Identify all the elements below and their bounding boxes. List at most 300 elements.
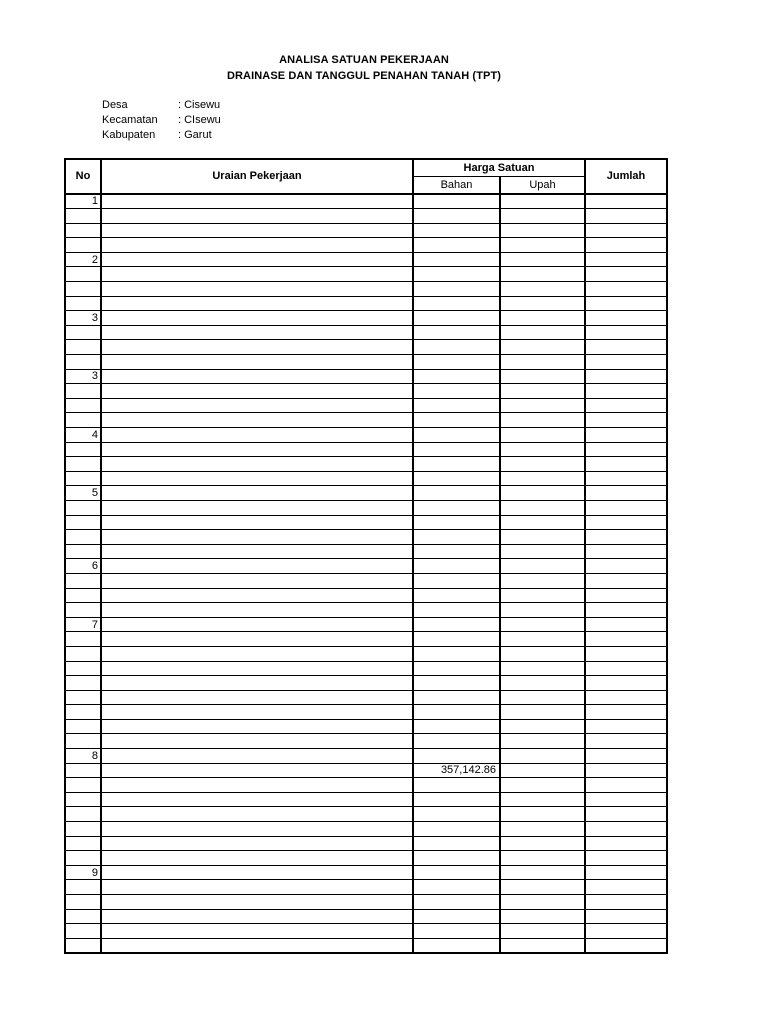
cell-bahan — [413, 355, 500, 370]
cell-bahan — [413, 209, 500, 224]
cell-jumlah — [585, 588, 667, 603]
cell-jumlah — [585, 457, 667, 472]
cell-no — [65, 778, 101, 793]
cell-jumlah — [585, 719, 667, 734]
cell-jumlah — [585, 325, 667, 340]
cell-bahan — [413, 749, 500, 764]
cell-upah — [500, 311, 585, 326]
cell-uraian — [101, 398, 413, 413]
cell-no — [65, 807, 101, 822]
cell-jumlah — [585, 442, 667, 457]
cell-bahan — [413, 880, 500, 895]
cell-no — [65, 603, 101, 618]
cell-no — [65, 851, 101, 866]
cell-no — [65, 938, 101, 953]
cell-uraian — [101, 355, 413, 370]
cell-jumlah — [585, 238, 667, 253]
cell-bahan — [413, 252, 500, 267]
cell-uraian — [101, 646, 413, 661]
table-row — [65, 851, 667, 866]
table-row — [65, 895, 667, 910]
cell-upah — [500, 194, 585, 209]
cell-jumlah — [585, 749, 667, 764]
table-row — [65, 822, 667, 837]
cell-no: 3 — [65, 369, 101, 384]
cell-bahan — [413, 646, 500, 661]
table-row — [65, 705, 667, 720]
cell-uraian — [101, 705, 413, 720]
table-row — [65, 530, 667, 545]
analysis-table — [64, 158, 668, 954]
cell-bahan — [413, 194, 500, 209]
cell-uraian — [101, 325, 413, 340]
cell-jumlah — [585, 632, 667, 647]
cell-jumlah — [585, 676, 667, 691]
cell-upah — [500, 442, 585, 457]
cell-upah — [500, 413, 585, 428]
cell-jumlah — [585, 734, 667, 749]
cell-uraian — [101, 442, 413, 457]
cell-uraian — [101, 486, 413, 501]
cell-no — [65, 880, 101, 895]
cell-bahan — [413, 807, 500, 822]
table-row — [65, 588, 667, 603]
cell-jumlah — [585, 851, 667, 866]
cell-bahan — [413, 398, 500, 413]
cell-jumlah — [585, 661, 667, 676]
cell-no: 1 — [65, 194, 101, 209]
cell-bahan — [413, 384, 500, 399]
cell-upah — [500, 719, 585, 734]
cell-upah — [500, 355, 585, 370]
cell-bahan — [413, 223, 500, 238]
cell-bahan — [413, 282, 500, 297]
cell-jumlah — [585, 194, 667, 209]
cell-uraian — [101, 836, 413, 851]
cell-no: 3 — [65, 311, 101, 326]
cell-jumlah — [585, 515, 667, 530]
cell-bahan — [413, 267, 500, 282]
cell-jumlah — [585, 763, 667, 778]
cell-jumlah — [585, 705, 667, 720]
cell-upah — [500, 676, 585, 691]
info-desa — [102, 99, 220, 111]
cell-upah — [500, 734, 585, 749]
cell-no: 5 — [65, 486, 101, 501]
cell-bahan — [413, 617, 500, 632]
cell-uraian — [101, 457, 413, 472]
cell-upah — [500, 938, 585, 953]
cell-uraian — [101, 515, 413, 530]
cell-jumlah — [585, 413, 667, 428]
cell-jumlah — [585, 880, 667, 895]
table-row — [65, 340, 667, 355]
cell-no — [65, 822, 101, 837]
cell-bahan — [413, 792, 500, 807]
table-row — [65, 749, 667, 764]
cell-no: 6 — [65, 559, 101, 574]
cell-bahan — [413, 573, 500, 588]
cell-no — [65, 500, 101, 515]
cell-jumlah — [585, 471, 667, 486]
table-row — [65, 632, 667, 647]
cell-bahan — [413, 428, 500, 443]
cell-no — [65, 340, 101, 355]
table-row — [65, 617, 667, 632]
cell-uraian — [101, 384, 413, 399]
cell-jumlah — [585, 836, 667, 851]
cell-bahan — [413, 603, 500, 618]
cell-upah — [500, 924, 585, 939]
table-row — [65, 807, 667, 822]
table-row — [65, 938, 667, 953]
cell-uraian — [101, 413, 413, 428]
cell-jumlah — [585, 296, 667, 311]
cell-upah — [500, 252, 585, 267]
kabupaten-value: : Garut — [178, 129, 212, 141]
cell-bahan — [413, 296, 500, 311]
cell-bahan — [413, 486, 500, 501]
cell-bahan — [413, 311, 500, 326]
cell-uraian — [101, 311, 413, 326]
document-subtitle: DRAINASE DAN TANGGUL PENAHAN TANAH (TPT) — [226, 70, 502, 82]
cell-uraian — [101, 209, 413, 224]
cell-uraian — [101, 530, 413, 545]
cell-upah — [500, 822, 585, 837]
cell-jumlah — [585, 486, 667, 501]
table-row — [65, 909, 667, 924]
cell-no — [65, 544, 101, 559]
cell-jumlah — [585, 223, 667, 238]
cell-upah — [500, 369, 585, 384]
cell-upah — [500, 515, 585, 530]
table-row — [65, 763, 667, 778]
cell-jumlah — [585, 895, 667, 910]
cell-uraian — [101, 617, 413, 632]
cell-bahan — [413, 705, 500, 720]
cell-no — [65, 398, 101, 413]
cell-uraian — [101, 471, 413, 486]
cell-jumlah — [585, 544, 667, 559]
cell-bahan — [413, 734, 500, 749]
cell-no — [65, 325, 101, 340]
table-row — [65, 676, 667, 691]
cell-bahan — [413, 690, 500, 705]
cell-bahan — [413, 515, 500, 530]
cell-upah — [500, 340, 585, 355]
table-row — [65, 515, 667, 530]
cell-upah — [500, 500, 585, 515]
cell-no — [65, 588, 101, 603]
table-row — [65, 719, 667, 734]
cell-no — [65, 895, 101, 910]
cell-jumlah — [585, 559, 667, 574]
cell-jumlah — [585, 267, 667, 282]
cell-bahan — [413, 559, 500, 574]
table-row — [65, 544, 667, 559]
cell-upah — [500, 646, 585, 661]
cell-no — [65, 267, 101, 282]
cell-no — [65, 209, 101, 224]
cell-uraian — [101, 880, 413, 895]
table-row — [65, 734, 667, 749]
cell-uraian — [101, 661, 413, 676]
cell-bahan — [413, 778, 500, 793]
cell-jumlah — [585, 573, 667, 588]
cell-uraian — [101, 500, 413, 515]
table-row — [65, 690, 667, 705]
kecamatan-label: Kecamatan — [102, 114, 158, 126]
cell-upah — [500, 763, 585, 778]
cell-jumlah — [585, 282, 667, 297]
cell-no — [65, 442, 101, 457]
kecamatan-value: : CIsewu — [178, 114, 221, 126]
cell-jumlah — [585, 822, 667, 837]
table-row — [65, 194, 667, 209]
cell-uraian — [101, 632, 413, 647]
cell-no — [65, 661, 101, 676]
cell-no: 4 — [65, 428, 101, 443]
cell-bahan — [413, 865, 500, 880]
cell-no — [65, 282, 101, 297]
table-row — [65, 646, 667, 661]
table-row — [65, 428, 667, 443]
cell-no — [65, 690, 101, 705]
info-kecamatan — [102, 114, 221, 126]
cell-upah — [500, 223, 585, 238]
table-row — [65, 486, 667, 501]
cell-uraian — [101, 282, 413, 297]
cell-uraian — [101, 238, 413, 253]
cell-upah — [500, 325, 585, 340]
table-row — [65, 267, 667, 282]
cell-jumlah — [585, 617, 667, 632]
cell-bahan — [413, 924, 500, 939]
cell-no — [65, 909, 101, 924]
cell-uraian — [101, 267, 413, 282]
cell-jumlah — [585, 355, 667, 370]
cell-jumlah — [585, 398, 667, 413]
cell-bahan — [413, 836, 500, 851]
cell-no — [65, 573, 101, 588]
cell-uraian — [101, 340, 413, 355]
cell-bahan — [413, 471, 500, 486]
table-row — [65, 296, 667, 311]
table-row — [65, 457, 667, 472]
cell-bahan — [413, 369, 500, 384]
cell-upah — [500, 471, 585, 486]
table-row — [65, 355, 667, 370]
cell-bahan — [413, 909, 500, 924]
cell-upah — [500, 880, 585, 895]
cell-no — [65, 763, 101, 778]
cell-no — [65, 296, 101, 311]
header-no: No — [65, 159, 101, 194]
header-harga-satuan: Harga Satuan — [413, 159, 585, 176]
cell-uraian — [101, 763, 413, 778]
cell-no — [65, 646, 101, 661]
table-row — [65, 223, 667, 238]
table-row — [65, 573, 667, 588]
cell-uraian — [101, 851, 413, 866]
cell-upah — [500, 909, 585, 924]
cell-uraian — [101, 573, 413, 588]
cell-bahan — [413, 238, 500, 253]
cell-upah — [500, 209, 585, 224]
cell-uraian — [101, 428, 413, 443]
cell-uraian — [101, 895, 413, 910]
cell-upah — [500, 895, 585, 910]
table-row — [65, 209, 667, 224]
cell-bahan — [413, 719, 500, 734]
cell-jumlah — [585, 311, 667, 326]
cell-jumlah — [585, 530, 667, 545]
cell-upah — [500, 792, 585, 807]
cell-no — [65, 632, 101, 647]
cell-upah — [500, 851, 585, 866]
table-row — [65, 792, 667, 807]
cell-jumlah — [585, 807, 667, 822]
cell-uraian — [101, 792, 413, 807]
cell-upah — [500, 544, 585, 559]
cell-upah — [500, 486, 585, 501]
cell-no — [65, 457, 101, 472]
cell-jumlah — [585, 252, 667, 267]
cell-bahan — [413, 530, 500, 545]
cell-uraian — [101, 734, 413, 749]
cell-jumlah — [585, 340, 667, 355]
cell-upah — [500, 296, 585, 311]
cell-uraian — [101, 938, 413, 953]
desa-label: Desa — [102, 99, 128, 111]
cell-uraian — [101, 603, 413, 618]
cell-upah — [500, 778, 585, 793]
cell-uraian — [101, 924, 413, 939]
cell-uraian — [101, 194, 413, 209]
cell-upah — [500, 632, 585, 647]
cell-no: 2 — [65, 252, 101, 267]
cell-upah — [500, 530, 585, 545]
table-row — [65, 471, 667, 486]
cell-uraian — [101, 749, 413, 764]
table-row — [65, 442, 667, 457]
cell-uraian — [101, 252, 413, 267]
cell-no — [65, 530, 101, 545]
cell-upah — [500, 457, 585, 472]
cell-bahan — [413, 544, 500, 559]
table-row — [65, 413, 667, 428]
cell-uraian — [101, 296, 413, 311]
cell-uraian — [101, 807, 413, 822]
cell-uraian — [101, 588, 413, 603]
cell-no — [65, 384, 101, 399]
cell-uraian — [101, 778, 413, 793]
document-title: ANALISA SATUAN PEKERJAAN — [279, 54, 449, 66]
cell-jumlah — [585, 500, 667, 515]
cell-upah — [500, 573, 585, 588]
kabupaten-label: Kabupaten — [102, 129, 156, 141]
cell-no — [65, 719, 101, 734]
cell-upah — [500, 384, 585, 399]
cell-no — [65, 238, 101, 253]
table-row — [65, 559, 667, 574]
cell-jumlah — [585, 778, 667, 793]
cell-upah — [500, 398, 585, 413]
cell-upah — [500, 238, 585, 253]
desa-value: : Cisewu — [178, 99, 221, 111]
header-bahan: Bahan — [413, 176, 500, 194]
cell-jumlah — [585, 603, 667, 618]
cell-upah — [500, 617, 585, 632]
cell-uraian — [101, 909, 413, 924]
cell-no — [65, 223, 101, 238]
cell-bahan — [413, 588, 500, 603]
cell-bahan — [413, 340, 500, 355]
cell-bahan — [413, 325, 500, 340]
cell-no: 8 — [65, 749, 101, 764]
cell-no — [65, 355, 101, 370]
table-row — [65, 603, 667, 618]
cell-bahan — [413, 661, 500, 676]
table-row — [65, 311, 667, 326]
cell-jumlah — [585, 384, 667, 399]
cell-bahan — [413, 851, 500, 866]
cell-bahan — [413, 938, 500, 953]
cell-no — [65, 515, 101, 530]
table-row — [65, 398, 667, 413]
table-row — [65, 238, 667, 253]
cell-upah — [500, 428, 585, 443]
table-row — [65, 865, 667, 880]
cell-uraian — [101, 822, 413, 837]
cell-jumlah — [585, 209, 667, 224]
info-kabupaten — [102, 129, 212, 141]
table-row — [65, 500, 667, 515]
header-jumlah: Jumlah — [585, 159, 667, 194]
cell-uraian — [101, 544, 413, 559]
cell-upah — [500, 865, 585, 880]
cell-no: 7 — [65, 617, 101, 632]
header-uraian: Uraian Pekerjaan — [101, 159, 413, 194]
table-row — [65, 778, 667, 793]
cell-jumlah — [585, 924, 667, 939]
table-row — [65, 924, 667, 939]
table-row — [65, 325, 667, 340]
cell-jumlah — [585, 865, 667, 880]
cell-jumlah — [585, 428, 667, 443]
cell-no — [65, 471, 101, 486]
cell-jumlah — [585, 369, 667, 384]
cell-no — [65, 705, 101, 720]
cell-bahan — [413, 632, 500, 647]
cell-jumlah — [585, 938, 667, 953]
cell-no — [65, 836, 101, 851]
cell-jumlah — [585, 792, 667, 807]
cell-bahan: 357,142.86 — [413, 763, 500, 778]
cell-uraian — [101, 676, 413, 691]
cell-uraian — [101, 223, 413, 238]
cell-uraian — [101, 865, 413, 880]
table-row — [65, 836, 667, 851]
cell-no — [65, 676, 101, 691]
table-row — [65, 252, 667, 267]
cell-no — [65, 734, 101, 749]
header-upah: Upah — [500, 176, 585, 194]
cell-no: 9 — [65, 865, 101, 880]
cell-upah — [500, 559, 585, 574]
cell-no — [65, 413, 101, 428]
cell-upah — [500, 705, 585, 720]
